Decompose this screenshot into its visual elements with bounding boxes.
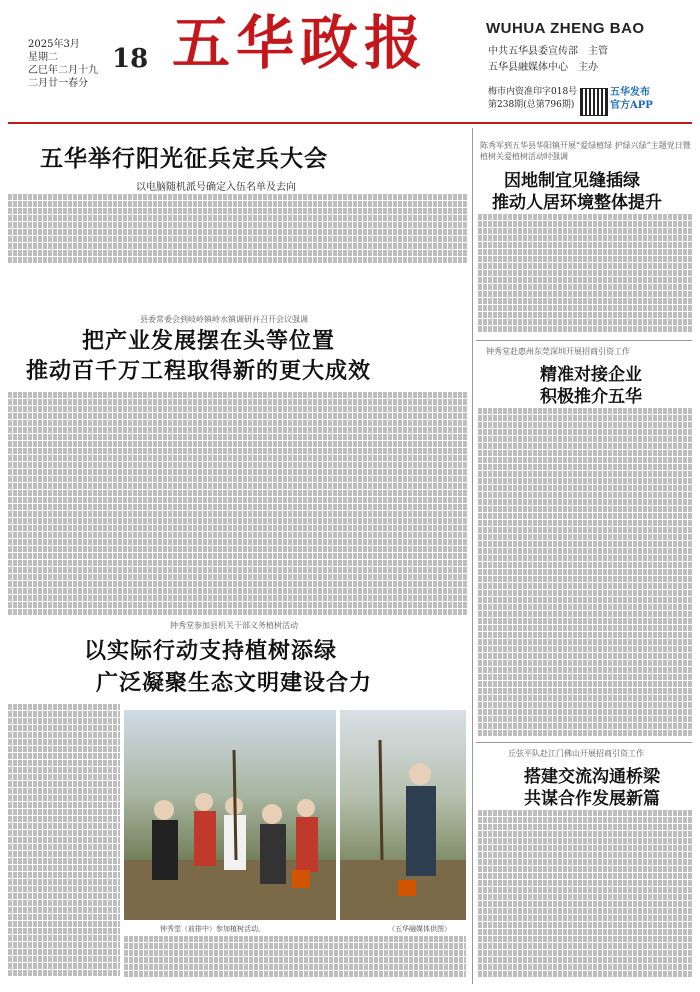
header-rule	[8, 122, 692, 124]
right-divider-1	[476, 340, 692, 341]
sponsor-line1: 中共五华县委宣传部 主管	[488, 46, 608, 57]
tree-planting-photo-2	[340, 710, 466, 920]
date-block	[28, 38, 149, 89]
industry-body-text	[8, 392, 468, 618]
right3-body-text	[478, 810, 692, 982]
tree-body-text-bottom	[124, 936, 466, 984]
industry-kicker: 县委常委会到岐岭镇岭水镇调研并召开会议强调	[140, 315, 308, 324]
right3-headline2: 共谋合作发展新篇	[524, 789, 660, 809]
issn-line2: 第238期(总第796期)	[488, 100, 575, 110]
date-line3: 乙巳年二月十九	[28, 65, 98, 76]
masthead-english: WUHUA ZHENG BAO	[486, 20, 645, 37]
right1-headline2: 推动人居环境整体提升	[492, 193, 662, 213]
qr-code-icon	[580, 88, 608, 116]
date-line1: 2025年3月	[28, 39, 80, 50]
app-badge	[610, 86, 653, 112]
right2-headline1: 精准对接企业	[540, 365, 642, 385]
right2-kicker: 钟秀堂赴惠州东莞深圳开展招商引资工作	[486, 347, 630, 356]
tree-planting-photo-2-svg	[340, 710, 466, 920]
tree-body-text-left	[8, 704, 120, 982]
sponsor-line2: 五华县融媒体中心 主办	[488, 62, 598, 73]
date-line4: 二月廿一春分	[28, 78, 88, 89]
right2-headline2: 积极推介五华	[540, 387, 642, 407]
app-line2: 官方APP	[610, 100, 653, 111]
lead-body-text	[8, 194, 468, 264]
app-line1: 五华发布	[610, 87, 650, 98]
lead-headline: 五华举行阳光征兵定兵大会	[40, 145, 328, 172]
publisher-block	[488, 44, 608, 76]
tree-photo-credit: （五华融媒体供图）	[388, 925, 451, 933]
right1-headline1: 因地制宜见缝插绿	[504, 171, 640, 191]
issn-line1: 梅市内资准印字018号	[488, 87, 578, 97]
right3-kicker: 丘弦平队赴江门佛山开展招商引资工作	[508, 749, 644, 758]
issn-block	[488, 86, 577, 112]
column-divider	[472, 128, 473, 984]
right2-body-text	[478, 408, 692, 738]
industry-headline1: 把产业发展摆在头等位置	[82, 328, 336, 354]
right1-body-text	[478, 214, 692, 334]
lead-subhead: 以电脑随机派号确定入伍名单及去向	[136, 182, 296, 193]
right-divider-2	[476, 742, 692, 743]
tree-planting-photo-svg	[124, 710, 336, 920]
date-line2: 星期二	[28, 52, 58, 63]
tree-headline2: 广泛凝聚生态文明建设合力	[96, 670, 373, 696]
right3-headline1: 搭建交流沟通桥梁	[524, 767, 660, 787]
masthead-title: 五华政报	[172, 9, 429, 77]
right1-kicker: 陈秀军到五华县华阳镇开展“爱绿植绿 护绿兴绿”主题党日暨植树关爱植树活动时强调	[480, 141, 691, 161]
tree-kicker: 钟秀堂参加县机关干部义务植树活动	[170, 621, 298, 630]
page-number: 18	[112, 44, 149, 74]
tree-planting-photo	[124, 710, 336, 920]
tree-photo-caption: 钟秀堂（前排中）参加植树活动。	[160, 925, 265, 933]
date-text	[28, 38, 98, 90]
industry-headline2: 推动百千万工程取得新的更大成效	[26, 358, 372, 384]
tree-headline1: 以实际行动支持植树添绿	[84, 638, 338, 664]
